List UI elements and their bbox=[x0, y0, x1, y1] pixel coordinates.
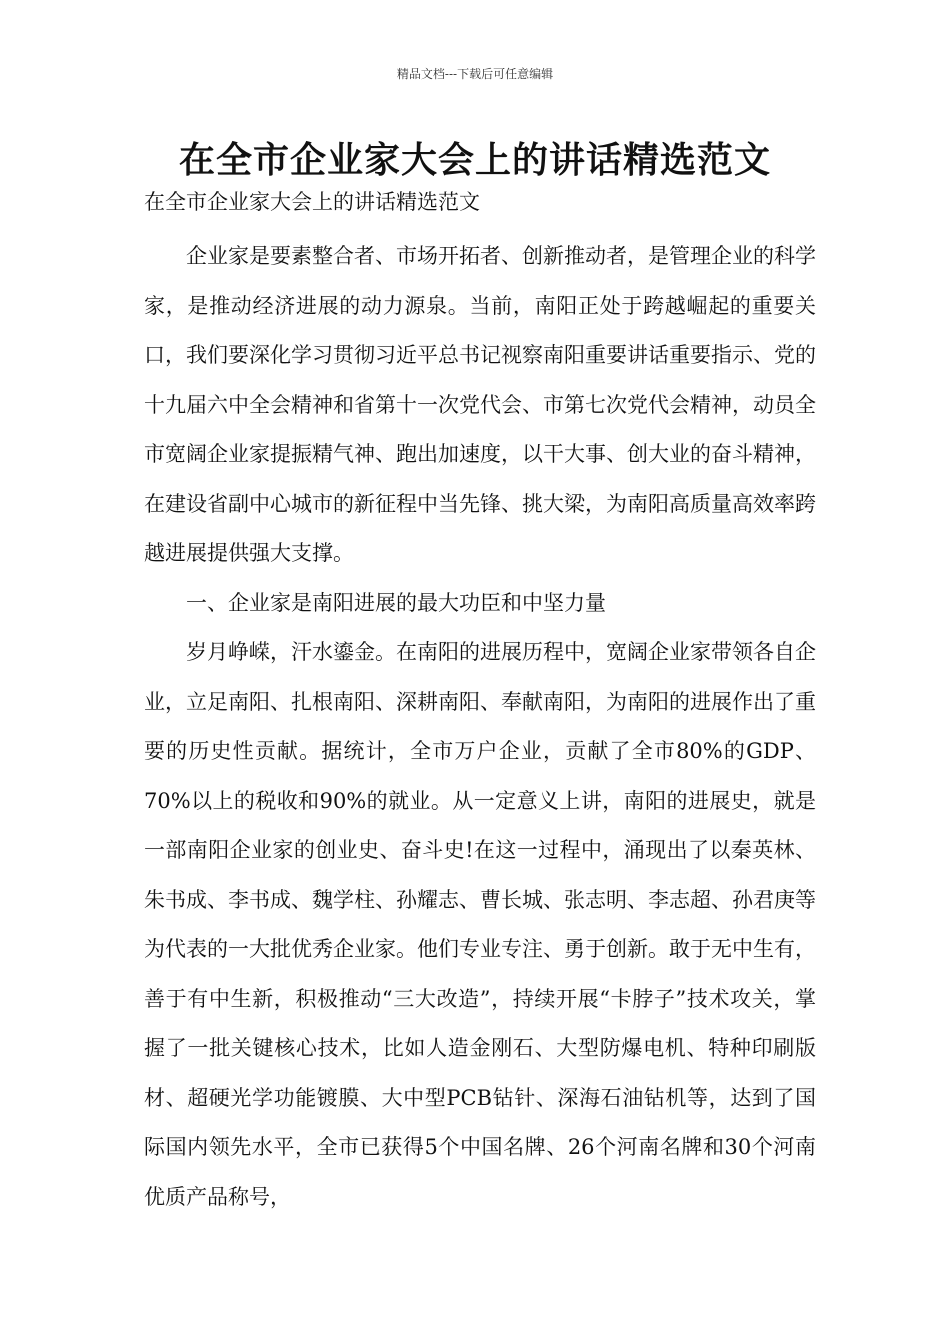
section-heading-1: 一、企业家是南阳进展的最大功臣和中坚力量 bbox=[186, 590, 606, 615]
paragraph-section-1: 岁月峥嵘，汗水鎏金。在南阳的进展历程中，宽阔企业家带领各自企业，立足南阳、扎根南阳、深耕南阳、奉献南阳，为南阳的进展作出了重要的历史性贡献。据统计，全市万户企业，贡献了全市80%的GDP、70%以上的税收和90%的就业。从一定意义上讲，南阳的进展史，就是一部南阳企业家的创业史、奋斗史!在这一过程中，涌现出了以秦英林、朱书成、李书成、魏学柱、孙耀志、曹长城、张志明、李志超、孙君庚等为代表的一大批优秀企业家。他们专业专注、勇于创新。敢于无中生有，善于有中生新，积极推动“三大改造”，持续开展“卡脖子”技术攻关，掌握了一批关键核心技术，比如人造金刚石、大型防爆电机、特种印刷版材、超硬光学功能镀膜、大中型PCB钻针、深海石油钻机等，达到了国际国内领先水平，全市已获得5个中国名牌、26个河南名牌和30个河南优质产品称号， bbox=[144, 640, 816, 1209]
header-note: 精品文档---下载后可任意编辑 bbox=[396, 67, 554, 81]
paragraph-intro: 企业家是要素整合者、市场开拓者、创新推动者，是管理企业的科学家，是推动经济进展的动力源泉。当前，南阳正处于跨越崛起的重要关口，我们要深化学习贯彻习近平总书记视察南阳重要讲话重要指示、党的十九届六中全会精神和省第十一次党代会、市第七次党代会精神，动员全市宽阔企业家提振精气神、跑出加速度，以干大事、创大业的奋斗精神，在建设省副中心城市的新征程中当先锋、挑大梁，为南阳高质量高效率跨越进展提供强大支撑。 bbox=[144, 244, 816, 565]
document-subtitle: 在全市企业家大会上的讲话精选范文 bbox=[144, 190, 480, 214]
document-body bbox=[144, 232, 816, 1222]
document-title: 在全市企业家大会上的讲话精选范文 bbox=[178, 140, 771, 181]
